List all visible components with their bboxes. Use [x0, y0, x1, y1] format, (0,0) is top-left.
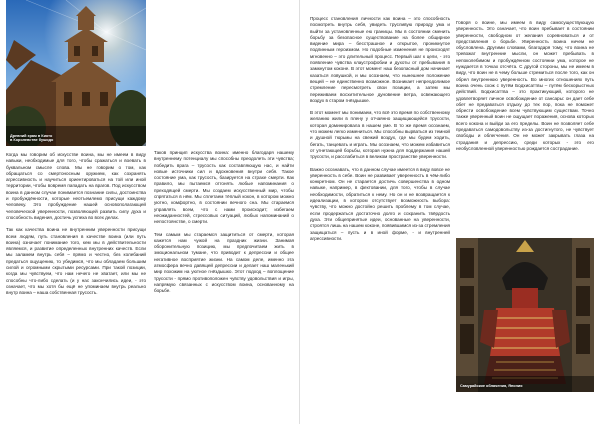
right-column-1: [310, 16, 450, 424]
paragraph: В этот момент мы понимаем, что всё это время по собственному желанию жили в плену у отчаянно защищающейся трусости, которая доминировала в нашем уме. В то же время осознаем, что можем легко измениться. Мы способны вырваться из темной и душной тюрьмы на свежий воздух, где мы будем ходить, бегать, танцевать и играть. Мы осознаем, что можем избавиться от угнетающей борьбы, которая нужна для поддержания нашей трусости, и расслабиться в великом пространстве уверенности.: [310, 110, 450, 160]
paragraph: Говоря о воине, мы имеем в виду самосуществующую уверенность. Это означает, что воин пребывает в состоянии уверенности, свободном от желания соревноваться и от представления о борьбе. Уверенность воина ничем не обусловлена. Другими словами, благодаря тому, что воина не тревожат внутренние мысли, он может пребывать в непоколебимом и пробуждённом состоянии ума, которое не нуждается в точках отсчёта. С другой стороны, мы не имеем в виду, что воин не в чему больше стремиться после того, как он обрел внутреннюю уверенность. Во многих отношениях путь воина очень схож с путём Бодхисаттвы – путём бескорыстных действий. Бодхисаттва – это практикующий, которого не удовлетворяет личное освобождение от сансары: он дает себе обет не предаваться отдыху до тех пор, пока не поможет обрести освобождение всем чувствующим существам. Точно также уверенный воин не ощущает поражения, основа которых всего кокона и выйди за его пределы. Воин не позволяет себе предаваться самодовольству из-за достигнутого, не чувствует свободы и облегчения. Он не может закрывать глаза на страдания и депрессию, среди которых - это его необусловленной уверенностью рождается сострадание.: [456, 20, 594, 151]
left-column-2: [154, 150, 294, 424]
temple-photo-caption: [10, 134, 53, 143]
paragraph: Так как качества воина не внутренним уверенности присущи всем людям, путь становления в качестве воина (или путь воина) означает понимание того, кем мы в действительности являемся, и развитие определенных внутренних качеств. Если мы заламем внутрь себя – прямо и честно, без колебаний предаться ощущению, то убедимся, что мы обладаем большим силой и огромными скрытыми ресурсами. При такой позиции, когда мы чувствуем, что нам нечего не хватает, или мы не способны что-либо сделать (и у нас закончились идеи, - это означает, что мы хотя бы ещё не упоминаем внутрь реально внутр воина – наша собственная трусость.: [6, 227, 146, 296]
paragraph: Тем самым мы стараемся защититься от смерти, которая кажется нам чужой на праздник жизни. Занимая оборонительную позицию, мы предпочитаем жить в эмоциональном тумане, что приводит к депрессии и общее негативное восприятие жизни. На самом деле, именно эта атмосфера вечно давящей депрессии и делает наш маленький мир похожим на уютное гнёздышко. Этот подход – воплощение трусости - прямо противоположен чувству удовольствия и игры, напрямую связанных с искусством воина, основанному на борьбе.: [154, 231, 294, 294]
caption-line: в Королевстве бушидо: [10, 138, 54, 143]
right-page: [300, 0, 600, 424]
left-column-1: [6, 0, 146, 424]
paragraph: Когда мы говорим об искусстве воина, мы не имеем в виду навыки, необходимые для того, чтобы сражаться и воевать в буквальном смысле слова. Мы не говорим о том, как обращаться со смертоносным оружием, как сохранять агрессивность и научиться ориентироваться на той или иной территории, чтобы вовремя пападать на врагов. Под искусством воина в данном случае понимается познание силы, достоинства и пробуждённости, которые неотъемлемо присущи каждому человеку. Это пробуждение нашей основополагающей человеческой уверенности, позволяющей развить силу духа и способность видения, достичь успеха во всех делах.: [6, 152, 146, 220]
temple-image: [6, 0, 146, 146]
temple-photo: [6, 0, 146, 146]
paragraph: Таков принцип искусства воина: именно благодаря нашему внутреннему потенциалу мы способны преодолеть эти чувства; победить врага – трусость как составляющую нас, и найти новые источники сил и вдохновения внутри себя. Такое состояние ума, как трусость, базируется на страхе смерти. Как правило, мы пытаемся отгонять любые напоминания о преходящей смерти. Мы создаем искусственный мир, чтобы спрятаться в нём. Мы сплетаем тёплый кокон, в котором можно уютно, комфортно, в состоянии вечного сна. Мы стараемся управлять всем, что с нами происходит; избегаем неожиданностей, стрессовых ситуаций, любых напоминаний о непостоянстве, о смерти.: [154, 150, 294, 225]
samurai-photo: [456, 238, 594, 392]
caption-line: Древний храм в Киото: [10, 133, 53, 138]
caption-line: Самурайские облачения, Япония: [460, 384, 523, 389]
paragraph: Процесс становления личности как воина – это способность посмотреть внутрь себя, увидеть трусливую природу ума и выйти за установленные ею границы. Мы в состоянии сменить борьбу за безопасное существование на более общирное видение мира – бесстрашное и открытое, проникнутое подлинным героизмом. Но подобные изменения не происходят мгновенно – это длительный процесс. Первый шаг к цели, - это появление чувства клаустрофобии и духоты от пребывания в замкнутом коконе. В этот момент наш безопасный дом начинает казаться ловушкой, и мы осознаем, что нынешнее положение вещей – не единственно возможное. Возникает непреодолимое стремление пересмотреть свои позиции, а затем мы переживаем восхитительное дуновение ветра, освежающего воздух в старом гнёздышке.: [310, 16, 450, 103]
paragraph: Важно осознавать, что в данном случае имеется в виду вовсе не уверенность в себе. Воин не развивает уверенность в чём-либо конкретном. Он не старается достичь совершенства в одном навыке, например, в фехтовании, для того, чтобы в случае необходимости, обратиться к нему. Но он и не возвращается к идеализации, в котором отсутствует возможность выбора: чувству, что можно достойно решить проблему в том случае, если продержаться достаточно долго и сохранить твёрдость духа. Эти общепринятые идеи, основанные на уверенности, строятся лишь на нашем коконе, появившимся из-за стремления защищаться – пусть и в иной форме, - и внутренней агрессивности.: [310, 166, 450, 241]
samurai-photo-caption: [460, 384, 522, 389]
samurai-armor-image: [456, 238, 594, 392]
right-column-2: [456, 20, 594, 424]
